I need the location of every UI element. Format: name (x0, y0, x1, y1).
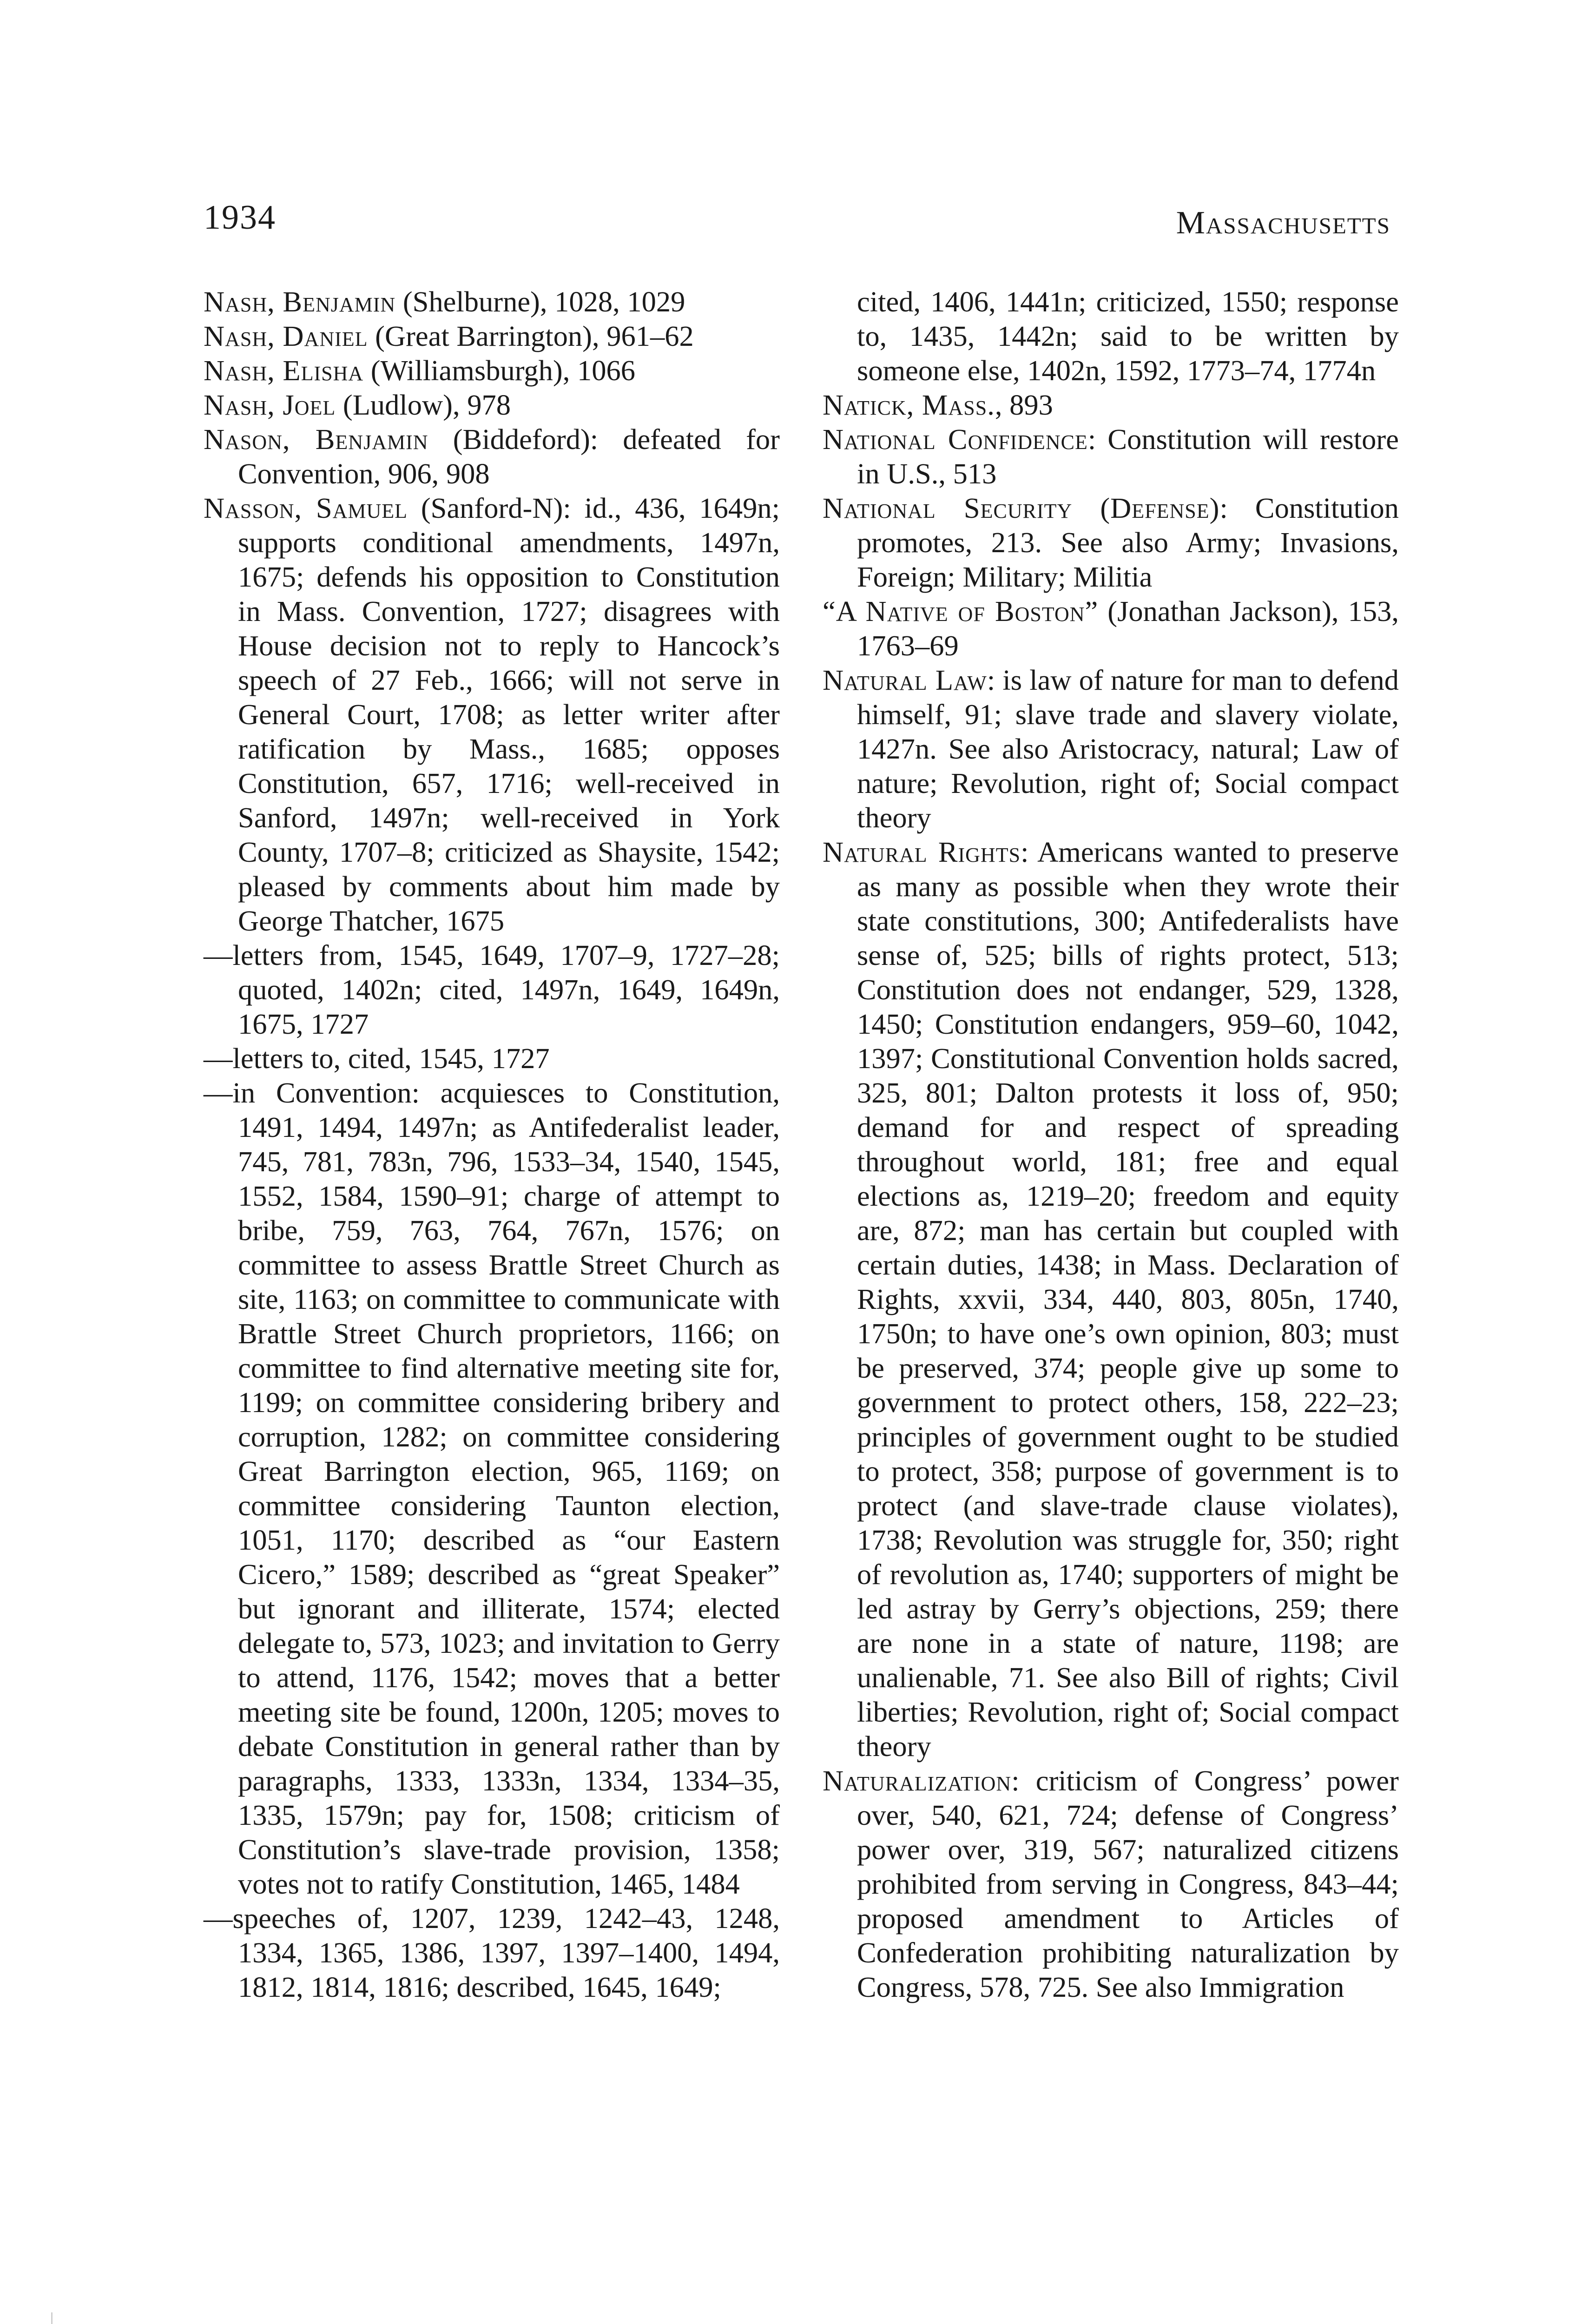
entry-text: (Sanford-N): id., 436, 1649n; supports conditional amendments, 1497n, 1675; defends his opposition to Constitution in Mass. Convention, 1727; disagrees with House decision not to reply to Hancock’s speech of 27 Feb., 1666; will not serve in General Court, 1708; as letter writer after ratification by Mass., 1685; opposes Constitution, 657, 1716; well-received in Sanford, 1497n; well-received in York County, 1707–8; criticized as Shaysite, 1542; pleased by comments about him made by George Thatcher, 1675 (238, 492, 780, 937)
index-entry (823, 835, 1399, 1763)
entry-text: : Constitution promotes, 213. See also Army; Invasions, Foreign; Military; Militia (857, 492, 1399, 593)
entry-heading: Natural Rights (823, 836, 1021, 868)
index-entry (204, 319, 780, 353)
entry-heading: Nash, Daniel (204, 320, 368, 352)
subentry-text: —in Convention: acquiesces to Constitution, 1491, 1494, 1497n; as Antifederalist leader, 745, 781, 783n, 796, 1533–34, 1540, 1545, 1552, 1584, 1590–91; charge of attempt to bribe, 759, 763, 764, 767n, 1576; on committee to assess Brattle Street Church as site, 1163; on committee to communicate with Brattle Street Church proprietors, 1166; on committee to find alternative meeting site for, 1199; on committee considering bribery and corruption, 1282; on committee considering Great Barrington election, 965, 1169; on committee considering Taunton election, 1051, 1170; described as “our Eastern Cicero,” 1589; described as “great Speaker” but ignorant and illiterate, 1574; elected delegate to, 573, 1023; and invitation to Gerry to attend, 1176, 1542; moves that a better meeting site be found, 1200n, 1205; moves to debate Constitution in general rather than by paragraphs, 1333, 1333n, 1334, 1334–35, 1335, 1579n; pay for, 1508; criticism of Constitution’s slave-trade provision, 1358; votes not to ratify Constitution, 1465, 1484 (204, 1076, 780, 1900)
index-entry (204, 353, 780, 388)
entry-text: (Williamsburgh), 1066 (363, 354, 635, 387)
index-entry (204, 284, 780, 319)
entry-text: (Great Barrington), 961–62 (368, 320, 694, 352)
entry-text: (Jonathan Jackson), 153, 1763–69 (857, 595, 1399, 662)
index-subentry (204, 1041, 780, 1076)
entry-text: (Biddeford): defeated for Convention, 906, 908 (238, 423, 780, 490)
entry-heading: Naturalization (823, 1764, 1012, 1797)
page-number: 1934 (204, 198, 276, 237)
index-subentry (204, 1076, 780, 1901)
index-column-left (204, 284, 780, 2004)
index-entry (823, 663, 1399, 835)
index-entry (823, 594, 1399, 663)
index-subentry (204, 938, 780, 1041)
index-entry (823, 422, 1399, 491)
running-head: Massachusetts (1176, 205, 1390, 241)
index-entry-continued (823, 284, 1399, 388)
entry-heading: Nason, Benjamin (204, 423, 428, 456)
entry-heading: Nash, Elisha (204, 354, 364, 387)
entry-heading: Natural Law (823, 664, 987, 696)
index-entry (204, 422, 780, 491)
entry-heading: Natick, Mass. (823, 389, 995, 421)
index-entry (204, 388, 780, 422)
index-entry (823, 388, 1399, 422)
entry-heading: “A Native of Boston” (823, 595, 1099, 627)
entry-heading: National Confidence (823, 423, 1088, 456)
entry-heading: Nash, Joel (204, 389, 336, 421)
index-column-right (823, 284, 1399, 2004)
entry-heading: National Security (Defense) (823, 492, 1220, 524)
entry-text: (Shelburne), 1028, 1029 (395, 285, 685, 318)
entry-text: (Ludlow), 978 (336, 389, 511, 421)
entry-text: : criticism of Congress’ power over, 540, 621, 724; defense of Congress’ power over, 319, 567; naturalized citizens prohibited from serving in Congress, 843–44; proposed amendment to Articles of Confederation prohibiting naturalization by Congress, 578, 725. See also Immigration (857, 1764, 1399, 2003)
entry-text: : is law of nature for man to defend himself, 91; slave trade and slavery violate, 1427n. See also Aristocracy, natural; Law of nature; Revolution, right of; Social compact theory (857, 664, 1399, 834)
subentry-text: —letters from, 1545, 1649, 1707–9, 1727–28; quoted, 1402n; cited, 1497n, 1649, 1649n, 1675, 1727 (204, 939, 780, 1040)
index-subentry (204, 1901, 780, 2004)
subentry-text: —letters to, cited, 1545, 1727 (204, 1042, 550, 1075)
entry-heading: Nash, Benjamin (204, 285, 396, 318)
index-entry (823, 491, 1399, 594)
index-entry (204, 491, 780, 938)
entry-text: , 893 (995, 389, 1053, 421)
index-entry (823, 1763, 1399, 2004)
entry-text: : Americans wanted to preserve as many as possible when they wrote their state constitutions, 300; Antifederalists have sense of, 525; bills of rights protect, 513; Constitution does not endanger, 529, 1328, 1450; Constitution endangers, 959–60, 1042, 1397; Constitutional Convention holds sacred, 325, 801; Dalton protests it loss of, 950; demand for and respect of spreading throughout world, 181; free and equal elections as, 1219–20; freedom and equity are, 872; man has certain but coupled with certain duties, 1438; in Mass. Declaration of Rights, xxvii, 334, 440, 803, 805n, 1740, 1750n; to have one’s own opinion, 803; must be preserved, 374; people give up some to government to protect others, 158, 222–23; principles of government ought to be studied to protect, 358; purpose of government is to protect (and slave-trade clause violates), 1738; Revolution was struggle for, 350; right of revolution as, 1740; supporters of might be led astray by Gerry’s objections, 259; there are none in a state of nature, 1198; are unalienable, 71. See also Bill of rights; Civil liberties; Revolution, right of; Social compact theory (857, 836, 1399, 1763)
entry-heading: Nasson, Samuel (204, 492, 408, 524)
entry-text: : Constitution will restore in U.S., 513 (857, 423, 1399, 490)
entry-text: cited, 1406, 1441n; criticized, 1550; response to, 1435, 1442n; said to be written by someone else, 1402n, 1592, 1773–74, 1774n (857, 285, 1399, 387)
scan-margin-mark (51, 2312, 53, 2324)
subentry-text: —speeches of, 1207, 1239, 1242–43, 1248, 1334, 1365, 1386, 1397, 1397–1400, 1494, 1812, 1814, 1816; described, 1645, 1649; (204, 1902, 780, 2003)
